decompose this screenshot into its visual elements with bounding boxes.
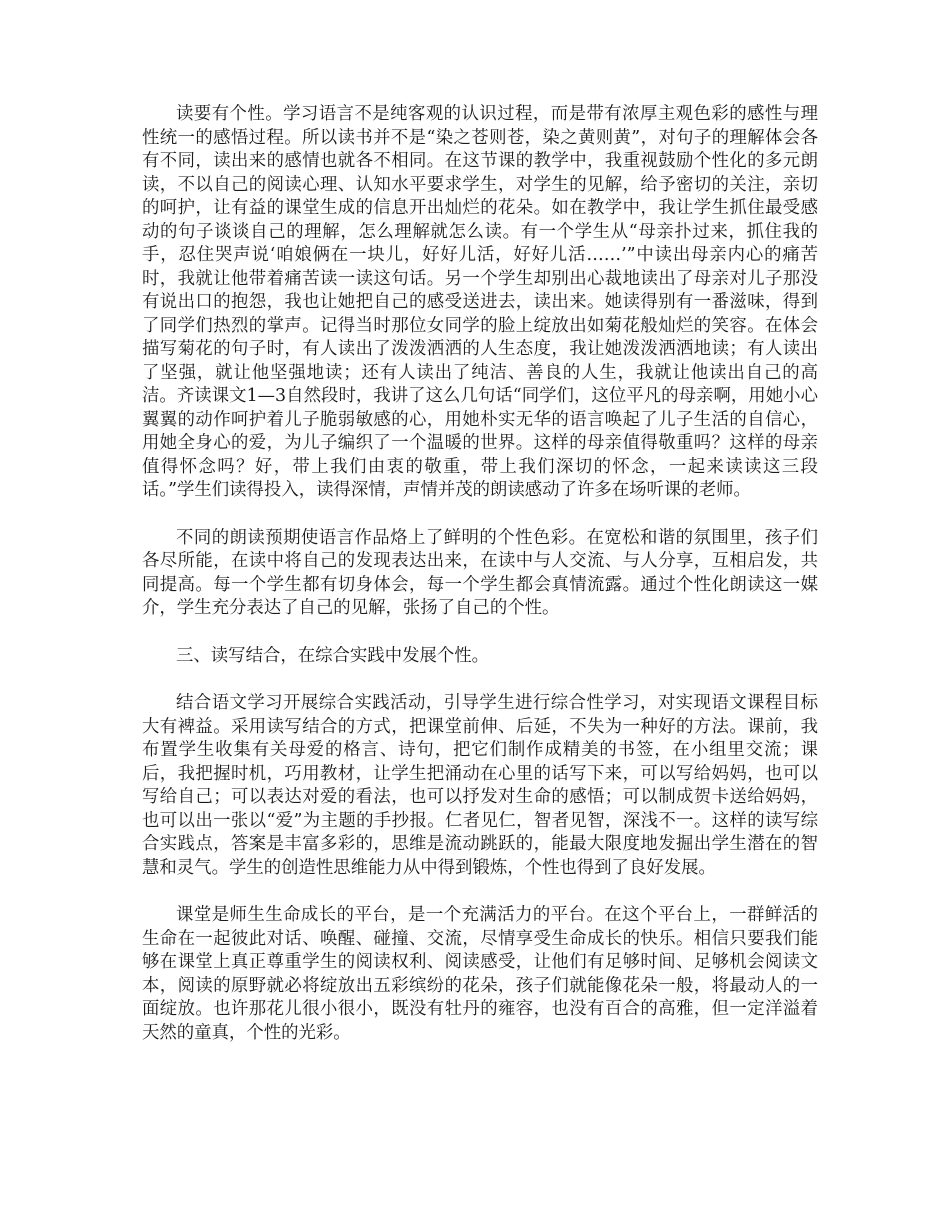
- document-page: [142, 103, 818, 1069]
- paragraph-reading-expectations: 不同的朗读预期使语言作品烙上了鲜明的个性色彩。在宽松和谐的氛围里，孩子们各尽所能，在读中将自己的发现表达出来，在读中与人交流、与人分享，互相启发，共同提高。每一个学生都有切身体会，每一个学生都会真情流露。通过个性化朗读这一媒介，学生充分表达了自己的见解，张扬了自己的个性。: [142, 527, 818, 618]
- paragraph-comprehensive-practice: 结合语文学习开展综合实践活动，引导学生进行综合性学习，对实现语文课程目标大有裨益。采用读写结合的方式，把课堂前伸、后延，不失为一种好的方法。课前，我布置学生收集有关母爱的格言、诗句，把它们制作成精美的书签，在小组里交流；课后，我把握时机，巧用教材，让学生把涌动在心里的话写下来，可以写给妈妈，也可以写给自己；可以表达对爱的看法，也可以抒发对生命的感悟；可以制成贺卡送给妈妈，也可以出一张以“爱”为主题的手抄报。仁者见仁，智者见智，深浅不一。这样的读写综合实践点，答案是丰富多彩的，思维是流动跳跃的，能最大限度地发掘出学生潜在的智慧和灵气。学生的创造性思维能力从中得到锻炼，个性也得到了良好发展。: [142, 693, 818, 878]
- paragraph-individual-reading: 读要有个性。学习语言不是纯客观的认识过程，而是带有浓厚主观色彩的感性与理性统一的感悟过程。所以读书并不是“染之苍则苍，染之黄则黄”，对句子的理解体会各有不同，读出来的感情也就各不相同。在这节课的教学中，我重视鼓励个性化的多元朗读，不以自己的阅读心理、认知水平要求学生，对学生的见解，给予密切的关注，亲切的呵护，让有益的课堂生成的信息开出灿烂的花朵。如在教学中，我让学生抓住最受感动的句子谈谈自己的理解，怎么理解就怎么读。有一个学生从“母亲扑过来，抓住我的手，忍住哭声说‘咱娘俩在一块儿，好好儿活，好好儿活……’”中读出母亲内心的痛苦时，我就让他带着痛苦读一读这句话。另一个学生却别出心裁地读出了母亲对儿子那没有说出口的抱怨，我也让她把自己的感受送进去，读出来。她读得别有一番滋味，得到了同学们热烈的掌声。记得当时那位女同学的脸上绽放出如菊花般灿烂的笑容。在体会描写菊花的句子时，有人读出了泼泼洒洒的人生态度，我让她泼泼洒洒地读；有人读出了坚强，就让他坚强地读；还有人读出了纯洁、善良的人生，我就让他读出自己的高洁。齐读课文1—3自然段时，我讲了这么几句话“同学们，这位平凡的母亲啊，用她小心翼翼的动作呵护着儿子脆弱敏感的心，用她朴实无华的语言唤起了儿子生活的自信心，用她全身心的爱，为儿子编织了一个温暖的世界。这样的母亲值得敬重吗？这样的母亲值得怀念吗？好，带上我们由衷的敬重，带上我们深切的怀念，一起来读读这三段话。”学生们读得投入，读得深情，声情并茂的朗读感动了许多在场听课的老师。: [142, 104, 818, 500]
- paragraph-conclusion: 课堂是师生生命成长的平台，是一个充满活力的平台。在这个平台上，一群鲜活的生命在一起彼此对话、唤醒、碰撞、交流，尽情享受生命成长的快乐。相信只要我们能够在课堂上真正尊重学生的阅读权利、阅读感受，让他们有足够时间、足够机会阅读文本，阅读的原野就必将绽放出五彩缤纷的花朵，孩子们就能像花朵一般，将最动人的一面绽放。也许那花儿很小很小，既没有牡丹的雍容，也没有百合的高雅，但一定洋溢着天然的童真，个性的光彩。: [142, 905, 818, 1043]
- section-heading-reading-writing: 三、读写结合，在综合实践中发展个性。: [176, 645, 490, 666]
